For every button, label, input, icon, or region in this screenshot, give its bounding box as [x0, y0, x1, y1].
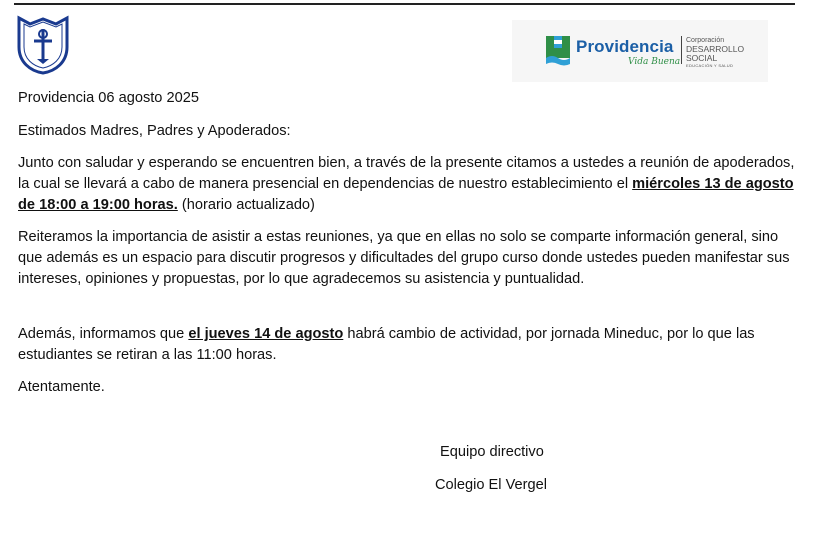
school-crest-icon: [16, 15, 70, 75]
signature-team: Equipo directivo: [440, 444, 544, 460]
corp-line-4: EDUCACIÓN Y SALUD: [686, 63, 734, 68]
providencia-logo: [512, 20, 768, 82]
letter-reiterate: Reiteramos la importancia de asistir a estas reuniones, ya que en ellas no solo se comparte información general, sino que además es un espacio para discutir progresos y dificultades del grupo curso donde ustedes pueden manifestar sus intereses, opiniones y propuestas, por lo que agradecemos su asistencia y puntualidad.: [18, 229, 790, 287]
intro-suffix: (horario actualizado): [181, 197, 315, 213]
providencia-tagline: Vida Buena: [628, 57, 681, 67]
letter-greeting: Estimados Madres, Padres y Apoderados:: [18, 123, 291, 139]
letter-closing: Atentamente.: [18, 379, 105, 395]
corp-line-3: SOCIAL: [686, 52, 718, 63]
logo-divider: [681, 36, 682, 64]
activity-date-highlight: el jueves 14 de agosto: [188, 326, 344, 342]
letter-date: Providencia 06 agosto 2025: [18, 90, 199, 106]
corporation-label: [686, 37, 744, 68]
meeting-date-highlight: miércoles 13 de agosto de 18:00 a 19:00 horas.: [18, 176, 794, 213]
letter-intro: [18, 153, 798, 216]
top-rule: [14, 3, 795, 5]
corp-line-1: Corporación: [686, 37, 725, 44]
ademas-suffix: habrá cambio de actividad, por jornada Mineduc, por lo que las estudiantes se retiran a las 11:00 horas.: [18, 326, 755, 363]
corp-line-2: DESARROLLO: [686, 44, 745, 54]
signature-school: Colegio El Vergel: [435, 477, 547, 493]
providencia-name: Providencia: [576, 37, 674, 56]
intro-text: Junto con saludar y esperando se encuentren bien, a través de la presente citamos a ustedes a reunión de apoderados, la cual se llevará a cabo de manera presencial en dependencias de nuestro establecimiento el: [18, 155, 795, 192]
providencia-mark-icon: [544, 34, 572, 68]
ademas-prefix: Además, informamos que: [18, 326, 185, 342]
letter-ademas: [18, 324, 798, 366]
